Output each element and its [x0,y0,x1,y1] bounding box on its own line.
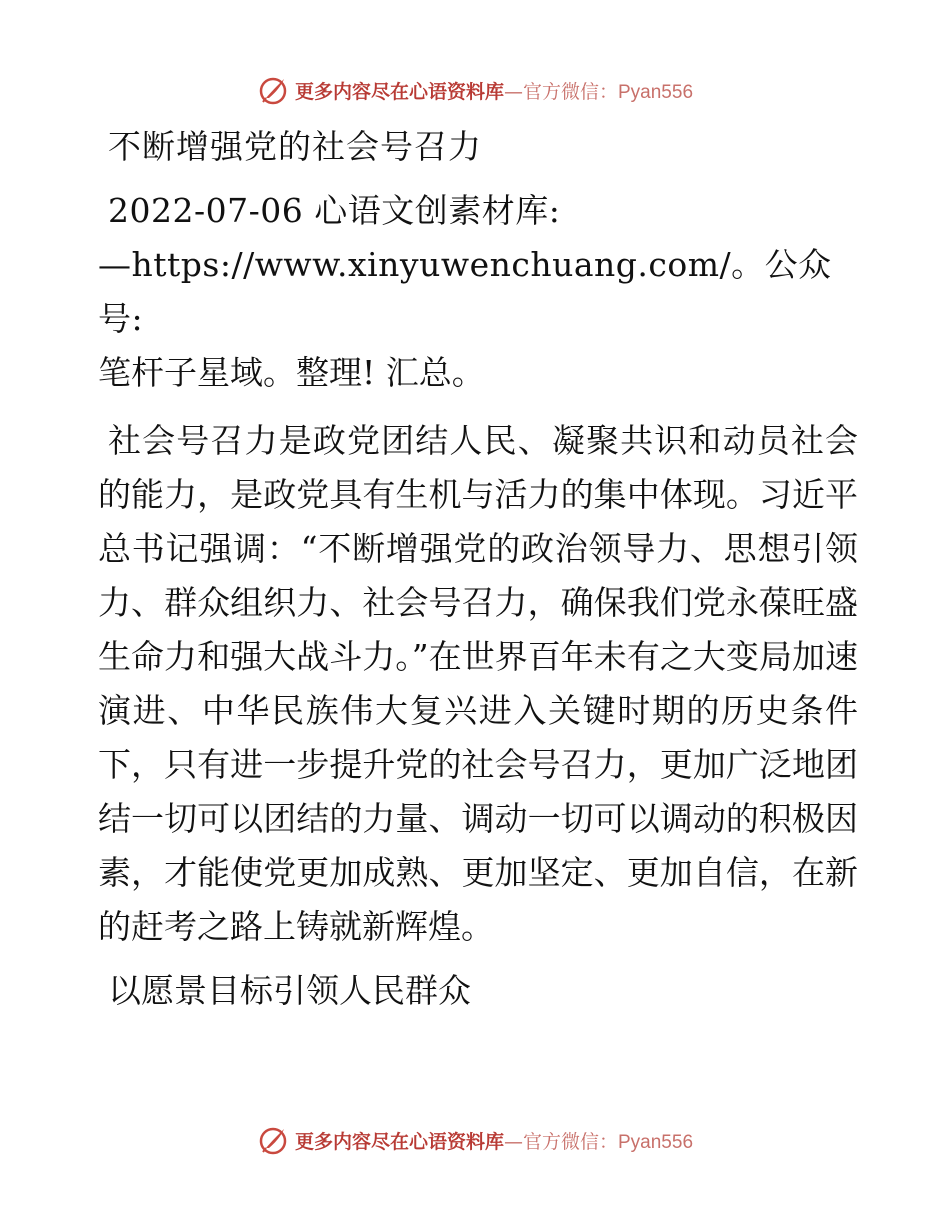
quill-logo-icon [257,74,289,106]
watermark-brand: 更多内容尽在心语资料库 [294,80,504,103]
meta-date-source: 2022-07-06 心语文创素材库: [108,191,561,230]
section-heading: 以愿景目标引领人民群众 [108,971,471,1010]
watermark-dash: — [503,80,523,103]
watermark-text [295,1127,693,1154]
footer-watermark-banner [0,1120,950,1160]
article-meta [98,184,858,400]
watermark-account: Pyan556 [618,1131,694,1153]
watermark-account: Pyan556 [618,81,694,103]
watermark-wechat-label: 官方微信： [522,1130,618,1153]
quill-logo-icon [257,1124,289,1156]
watermark-text [295,77,693,104]
meta-account: 笔杆子星域。整理! 汇总。 [98,353,485,392]
body-paragraph [98,414,858,954]
header-watermark-banner [0,70,950,110]
watermark-brand: 更多内容尽在心语资料库 [294,1130,504,1153]
meta-url: —https://www.xinyuwenchuang.com/。公众号: [98,245,832,338]
watermark-wechat-label: 官方微信： [522,80,618,103]
watermark-dash: — [503,1130,523,1153]
article-title: 不断增强党的社会号召力 [108,127,482,166]
paragraph-text: 社会号召力是政党团结人民、凝聚共识和动员社会的能力，是政党具有生机与活力的集中体现。习近平总书记强调：“不断增强党的政治领导力、思想引领力、群众组织力、社会号召力，确保我们党永葆旺盛生命力和强大战斗力。”在世界百年未有之大变局加速演进、中华民族伟大复兴进入关键时期的历史条件下，只有进一步提升党的社会号召力，更加广泛地团结一切可以团结的力量、调动一切可以调动的积极因素，才能使党更加成熟、更加坚定、更加自信，在新的赶考之路上铸就新辉煌。 [98,421,858,946]
document-body [98,120,858,1018]
